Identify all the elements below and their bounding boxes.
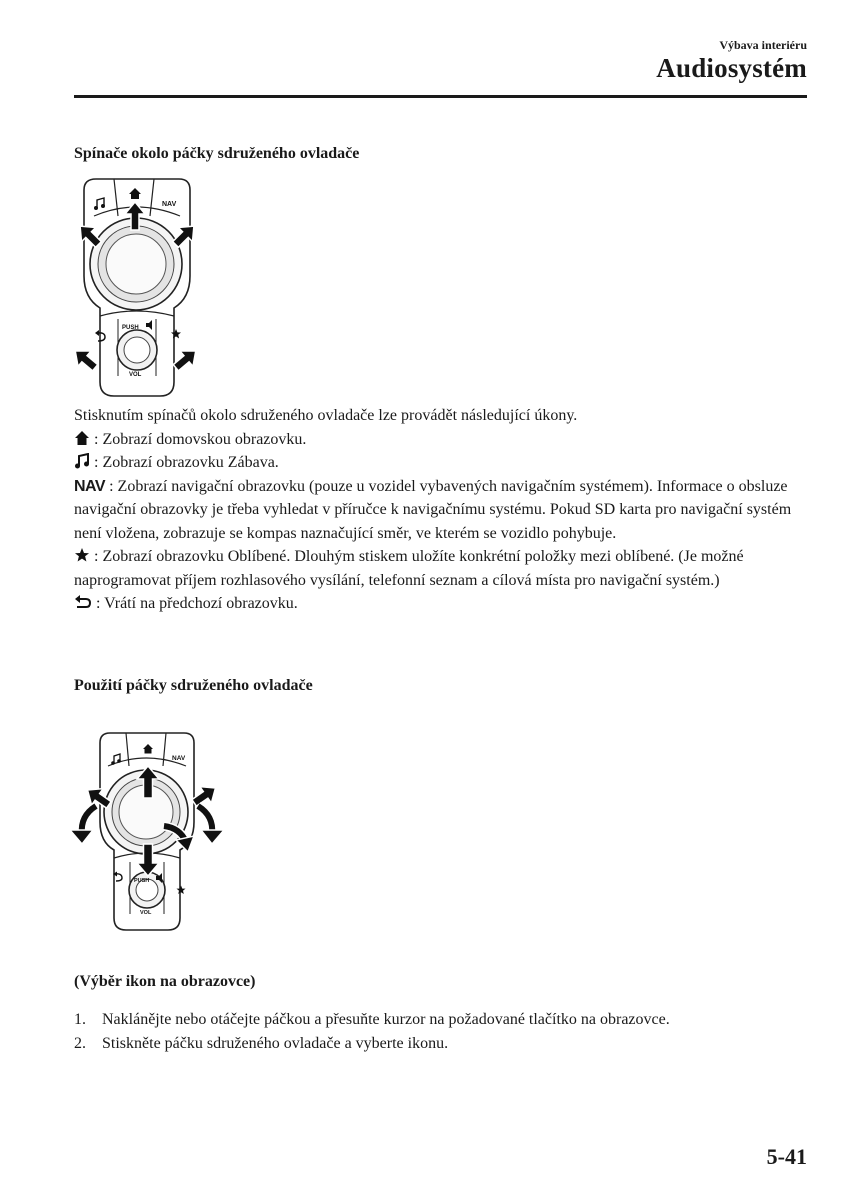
push-label: PUSH [134,878,150,884]
running-header-section: Výbava interiéru [719,38,807,52]
music-icon [74,453,90,469]
running-header-title: Audiosystém [656,53,807,83]
arrow-rotate-left [70,806,96,844]
list-item-step-2 [74,1032,804,1056]
back-item-text: : Vrátí na předchozí obrazovku. [96,595,298,612]
push-label: PUSH [122,325,139,331]
list-item-step-1 [74,1008,804,1032]
nav-button-label: NAV [172,755,186,762]
music-item-text: : Zobrazí obrazovku Zábava. [94,454,279,471]
list-item-music [74,451,804,475]
intro-text: Stisknutím spínačů okolo sdruženého ovladače lze provádět následující úkony. [74,407,578,424]
commander-knob-figure [66,730,228,934]
arrow-back [69,343,102,375]
section2-heading: Použití páčky sdruženého ovladače [74,677,313,694]
section2-subheading: (Výběr ikon na obrazovce) [74,973,256,990]
steps-list [74,1008,804,1055]
home-icon [74,430,90,446]
back-icon [74,594,92,610]
header-rule [74,95,807,98]
home-item-text: : Zobrazí domovskou obrazovku. [94,430,307,448]
list-item-nav [74,475,804,546]
arrow-rotate-right [198,806,224,844]
step-text: Stiskněte páčku sdruženého ovladače a vyberte ikonu. [102,1034,449,1052]
vol-label: VOL [140,910,152,916]
vol-label: VOL [129,372,142,378]
list-item-favourites [74,545,804,592]
nav-button-label: NAV [162,201,177,208]
section1-description [74,404,804,616]
page-number: 5-41 [766,1144,807,1169]
step-number: 2. [74,1034,86,1052]
nav-label: NAV [74,477,106,495]
step-number: 1. [74,1011,86,1028]
list-item-home [74,428,804,452]
section1-heading: Spínače okolo páčky sdruženého ovladače [74,145,360,162]
step-text: Naklánějte nebo otáčejte páčkou a přesuňte kurzor na požadované tlačítko na obrazovce. [102,1011,670,1028]
list-item-back [74,592,804,616]
favourites-item-text: : Zobrazí obrazovku Oblíbené. Dlouhým stiskem uložíte konkrétní položky mezi oblíbené. (Je možné naprogramovat příjem rozhlasového vysílání, telefonní seznam a cílová místa pro navigační systém.) [74,548,744,589]
nav-item-text: : Zobrazí navigační obrazovku (pouze u vozidel vybavených navigačním systémem). Informace o obsluze navigační obrazovky je třeba vyhledat v příručce k navigačnímu systému. Pokud SD karta pro navigační systém není vložena, zobrazuje se kompas naznačující směr, ve kterém se vozidlo pohybuje. [74,477,792,542]
commander-switches-figure [66,176,212,400]
star-icon [74,547,90,563]
